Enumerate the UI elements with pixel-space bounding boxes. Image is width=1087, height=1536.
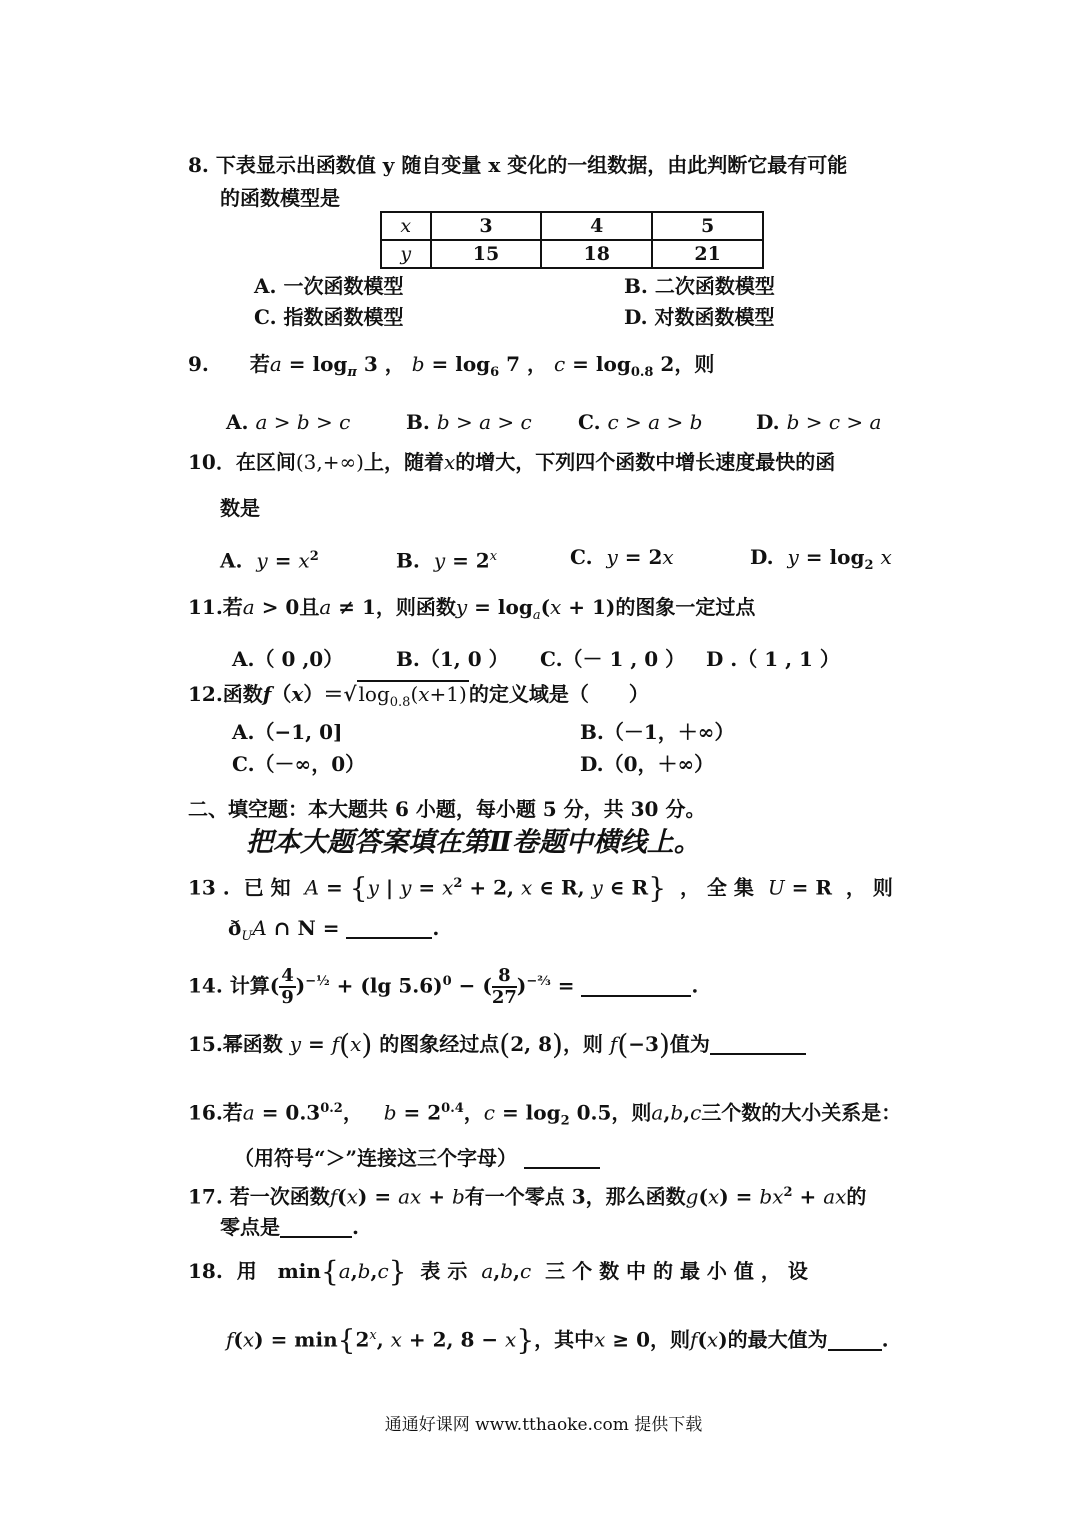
answer-blank	[280, 1216, 352, 1238]
q9-number: 9.	[188, 352, 209, 376]
q16-stem: 16.若$a = 0.3^{0.2}$， $b = 2^{0.4}$，$c = \log_2 0.5$，则a,b,c三个数的大小关系是：	[188, 1100, 902, 1129]
q8-option-c: C. 指数函数模型	[254, 305, 404, 329]
q9-option-a: A. a > b > c	[226, 410, 351, 434]
table-cell: 15	[431, 240, 542, 268]
q11-option-d: D .（ 1 , 1 ）	[706, 647, 840, 671]
q8-option-b: B. 二次函数模型	[624, 274, 775, 298]
q8-option-a: A. 一次函数模型	[254, 274, 404, 298]
table-cell: 18	[541, 240, 652, 268]
q12-option-d: D.（0，＋∞）	[580, 752, 715, 776]
q9-option-d: D. b > c > a	[756, 410, 882, 434]
table-head-cell: y	[381, 240, 431, 268]
table-row	[381, 212, 763, 240]
q11-option-b: B.（1, 0 ）	[396, 647, 509, 671]
q17-stem: 17. 若一次函数f(x) = ax + b有一个零点 3，那么函数$g(x) = bx^2$ + ax的	[188, 1184, 867, 1209]
answer-blank	[710, 1033, 806, 1055]
q18-stem: 18. 用 min{a,b,c} 表 示 a,b,c 三 个 数 中 的 最 小 值 ， 设	[188, 1255, 808, 1288]
q10-line1: 10．在区间(3,+∞)上，随着x的增大，下列四个函数中增长速度最快的函	[188, 450, 836, 474]
q10-line2: 数是	[220, 496, 260, 520]
q14-stem: 14. 计算( $\frac{4}{9}$ )$^{-\frac{1}{2}}$ + (lg 5.6)$^0$ − ( $\frac{8}{27}$ )$^{-\frac{2}{3}}$ = .	[188, 965, 699, 1008]
q8-option-d: D. 对数函数模型	[624, 305, 775, 329]
answer-blank	[346, 917, 432, 939]
q8-line1: 8. 下表显示出函数值 y 随自变量 x 变化的一组数据，由此判断它最有可能	[188, 153, 848, 177]
answer-blank	[524, 1147, 600, 1169]
q9-stem: 9. 若$a = \log_\pi 3$ ， $b = \log_6 7$ ， $c = \log_{0.8} 2$，则	[188, 352, 715, 380]
q17-line2: 零点是 .	[220, 1215, 359, 1239]
table-cell: 4	[541, 212, 652, 240]
q8-line2: 的函数模型是	[220, 186, 340, 210]
section2-note: 把本大题答案填在第Ⅱ卷题中横线上。	[246, 827, 701, 858]
q18-line2: $f(x) = \min\{2^x$, x + 2, 8 − x}，其中x ≥ 0，则f(x)的最大值为 .	[226, 1323, 889, 1357]
q11-stem: 11.若a > 0且a ≠ 1，则函数$y = \log_a(x + 1)$的图象一定过点	[188, 595, 756, 623]
q9-option-b: B. b > a > c	[406, 410, 532, 434]
q10-option-c: C. y = 2x	[570, 545, 674, 569]
table-cell: 3	[431, 212, 542, 240]
answer-blank	[828, 1329, 882, 1351]
page-footer: 通通好课网 www.tthaoke.com 提供下载	[384, 1415, 703, 1435]
q11-option-c: C.（－ 1 , 0 ）	[540, 647, 686, 671]
q12-option-c: C.（－∞，0）	[232, 752, 366, 776]
section2-heading: 二、填空题：本大题共 6 小题，每小题 5 分，共 30 分。	[188, 797, 706, 821]
q13-line2: $ð_UA$ ∩ N = .	[228, 916, 440, 944]
q10-option-a: A. $y = x^2$	[220, 548, 319, 573]
q15-stem: 15.幂函数 y = f(x) 的图象经过点(2, 8)，则 f(−3)值为	[188, 1030, 806, 1059]
q11-option-a: A.（ 0 ,0）	[232, 647, 344, 671]
table-row	[381, 240, 763, 268]
q13-stem: 13 . 已 知 A = {y | $y = x^2 + 2$, x ∈ R, y ∈ R} ， 全 集 U = R ， 则	[188, 871, 893, 905]
q10-option-b: B. $y = 2^x$	[396, 548, 498, 573]
q9-option-c: C. c > a > b	[578, 410, 703, 434]
answer-blank	[581, 975, 691, 997]
table-head-cell: x	[381, 212, 431, 240]
table-cell: 21	[652, 240, 763, 268]
q12-stem: 12.函数f（x）＝√ $\log_{0.8}(x+1)$ 的定义域是（ ）	[188, 682, 649, 710]
q8-data-table	[380, 211, 764, 269]
table-cell: 5	[652, 212, 763, 240]
q12-option-b: B.（－1，＋∞）	[580, 720, 735, 744]
q12-option-a: A.（−1, 0]	[232, 720, 343, 744]
q16-line2: （用符号“＞”连接这三个字母）	[234, 1144, 600, 1172]
q10-option-d: D. $y = \log_2 x$	[750, 545, 892, 573]
